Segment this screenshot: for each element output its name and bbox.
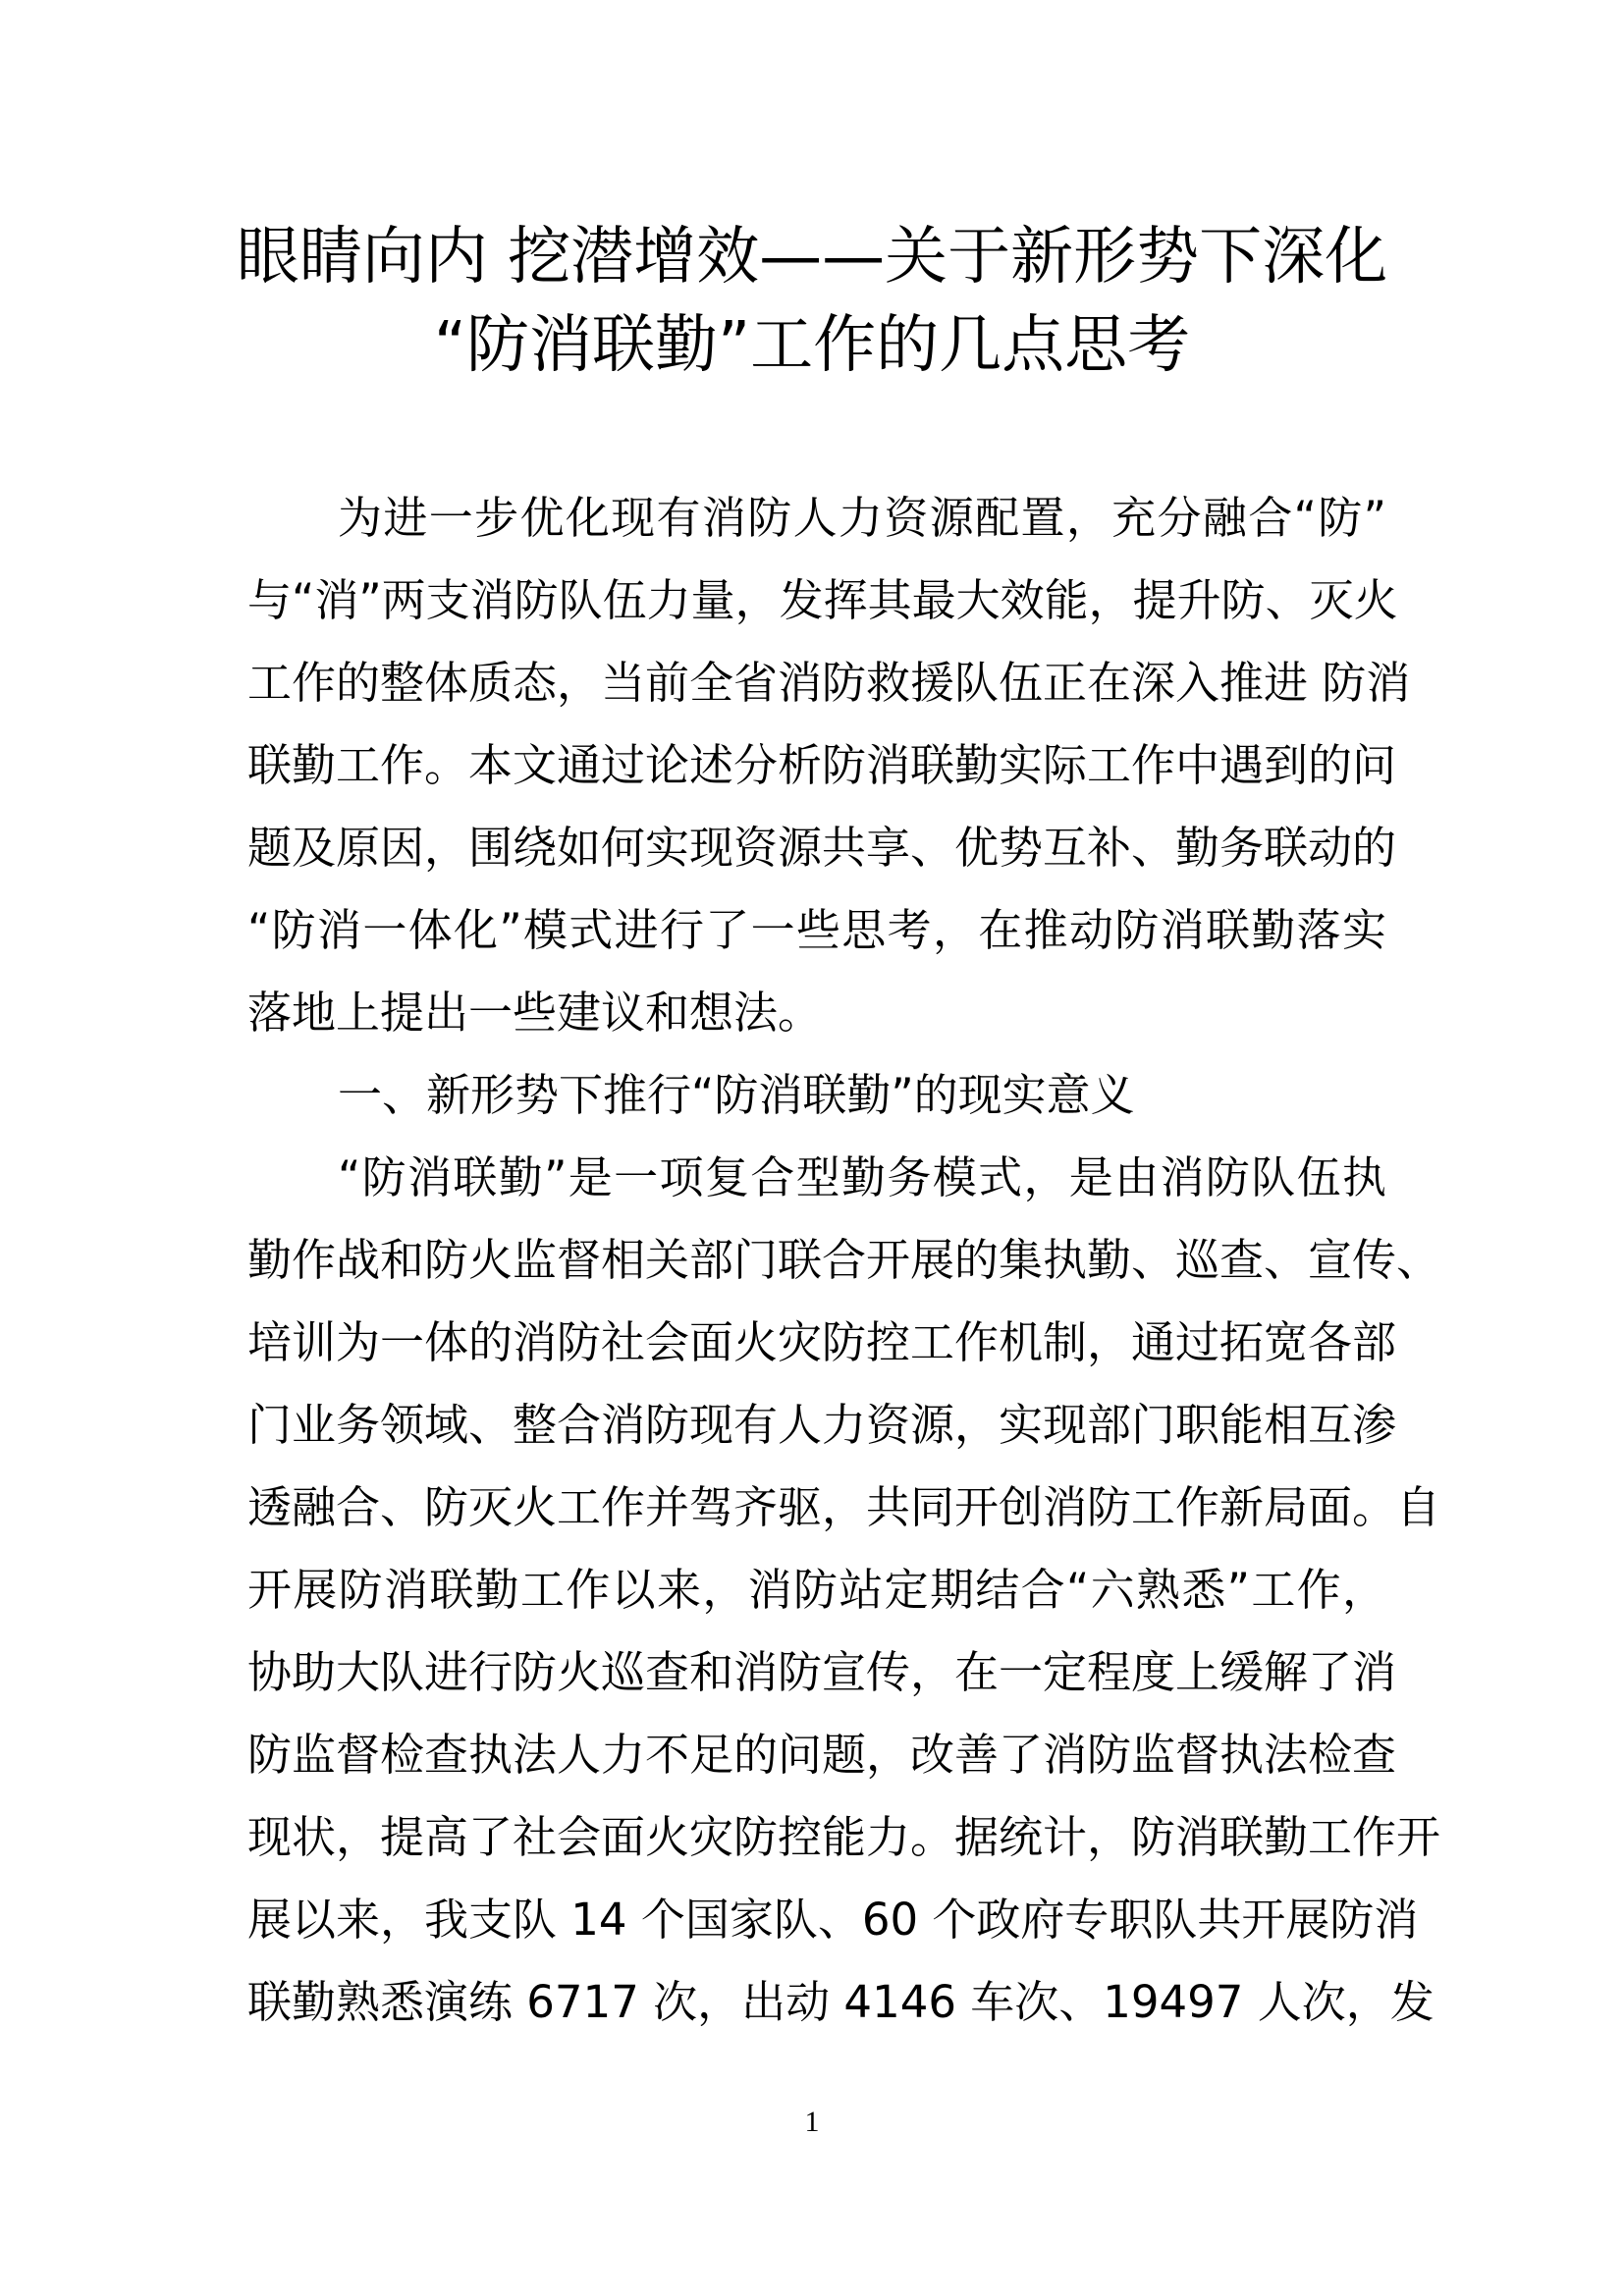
document-body bbox=[247, 477, 1441, 2044]
paragraph-intro bbox=[247, 477, 1411, 1054]
paragraph-line: 协助大队进行防火巡查和消防宣传，在一定程度上缓解了消 bbox=[247, 1646, 1397, 1698]
document-title-line-1: 眼睛向内 挖潜增效——关于新形势下深化 bbox=[236, 221, 1388, 294]
paragraph-line: 防监督检查执法人力不足的问题，改善了消防监督执法检查 bbox=[247, 1729, 1397, 1781]
paragraph-line: 展以来，我支队 14 个国家队、60 个政府专职队共开展防消 bbox=[247, 1894, 1419, 1946]
page-number: 1 bbox=[804, 2106, 820, 2138]
paragraph-line: 透融合、防灭火工作并驾齐驱，共同开创消防工作新局面。自 bbox=[247, 1481, 1441, 1533]
paragraph-line: 联勤熟悉演练 6717 次，出动 4146 车次、19497 人次，发 bbox=[247, 1976, 1435, 2028]
section-heading: 一、新形势下推行“防消联勤”的现实意义 bbox=[338, 1069, 1135, 1121]
paragraph-line: 培训为一体的消防社会面火灾防控工作机制，通过拓宽各部 bbox=[247, 1316, 1397, 1368]
paragraph-line: “防消联勤”是一项复合型勤务模式，是由消防队伍执 bbox=[338, 1151, 1386, 1203]
paragraph-line: 门业务领域、整合消防现有人力资源，实现部门职能相互渗 bbox=[247, 1399, 1397, 1451]
paragraph-line: 联勤工作。本文通过论述分析防消联勤实际工作中遇到的问 bbox=[247, 739, 1397, 791]
paragraph-line: 现状，提高了社会面火灾防控能力。据统计，防消联勤工作开 bbox=[247, 1811, 1441, 1863]
document-title-line-2: “防消联勤”工作的几点思考 bbox=[433, 309, 1191, 382]
paragraph-line: 与“消”两支消防队伍力量，发挥其最大效能，提升防、灭火 bbox=[247, 574, 1398, 626]
paragraph-line: 落地上提出一些建议和想法。 bbox=[247, 987, 823, 1039]
paragraph-line: 勤作战和防火监督相关部门联合开展的集执勤、巡查、宣传、 bbox=[247, 1234, 1441, 1286]
paragraph-line: 为进一步优化现有消防人力资源配置，充分融合“防” bbox=[338, 492, 1386, 544]
paragraph-significance bbox=[247, 1137, 1441, 2044]
paragraph-line: 开展防消联勤工作以来，消防站定期结合“六熟悉”工作， bbox=[247, 1564, 1386, 1616]
paragraph-line: “防消一体化”模式进行了一些思考，在推动防消联勤落实 bbox=[247, 904, 1386, 956]
paragraph-line: 题及原因，围绕如何实现资源共享、优势互补、勤务联动的 bbox=[247, 822, 1397, 874]
paragraph-line: 工作的整体质态，当前全省消防救援队伍正在深入推进 防消 bbox=[247, 657, 1411, 709]
